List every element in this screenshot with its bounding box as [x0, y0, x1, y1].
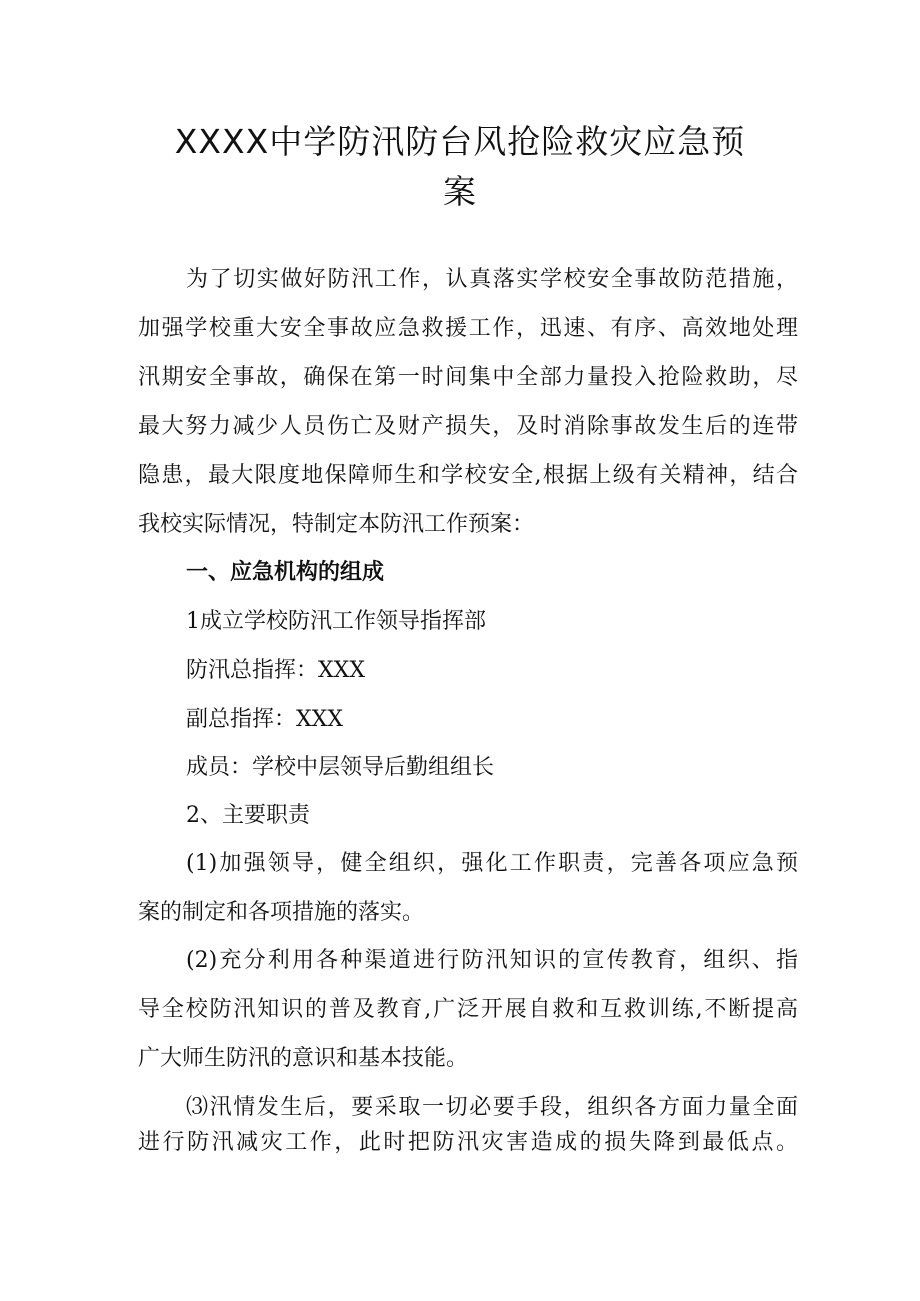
- item-2-title: 2、主要职责: [186, 803, 310, 828]
- duty-3-line-1: ⑶汛情发生后，要采取一切必要手段，组织各方面力量全面: [186, 1095, 798, 1120]
- duty-1-line-1: (1)加强领导，健全组织，强化工作职责，完善各项应急预: [186, 851, 798, 876]
- document-title-line-1: XXXX中学防汛防台风抢险救灾应急预: [174, 122, 746, 161]
- deputy-commander-line: 副总指挥：XXX: [186, 707, 343, 732]
- intro-line-2: 加强学校重大安全事故应急救援工作，迅速、有序、高效地处理: [138, 316, 798, 341]
- document-title-line-2: 案: [443, 172, 477, 211]
- section-1-heading: 一、应急机构的组成: [186, 560, 385, 585]
- duty-2-line-1: (2)充分利用各种渠道进行防汛知识的宣传教育，组织、指: [186, 948, 798, 973]
- duty-1-line-2: 案的制定和各项措施的落实。: [138, 900, 425, 925]
- duty-2-line-3: 广大师生防汛的意识和基本技能。: [138, 1046, 469, 1071]
- intro-line-1: 为了切实做好防汛工作，认真落实学校安全事故防范措施，: [186, 267, 798, 292]
- intro-line-6: 我校实际情况，特制定本防汛工作预案：: [138, 512, 535, 537]
- commander-line: 防汛总指挥：XXX: [186, 658, 365, 683]
- intro-line-5: 隐患，最大限度地保障师生和学校安全,根据上级有关精神，结合: [138, 463, 798, 488]
- duty-3-line-2: 进行防汛减灾工作，此时把防汛灾害造成的损失降到最低点。: [138, 1130, 798, 1155]
- intro-line-4: 最大努力减少人员伤亡及财产损失，及时消除事故发生后的连带: [138, 414, 798, 439]
- item-1-title: 1成立学校防汛工作领导指挥部: [186, 609, 486, 634]
- members-line: 成员：学校中层领导后勤组组长: [186, 755, 495, 780]
- duty-2-line-2: 导全校防汛知识的普及教育,广泛开展自救和互救训练,不断提高: [138, 997, 798, 1022]
- intro-line-3: 汛期安全事故，确保在第一时间集中全部力量投入抢险救助，尽: [138, 365, 798, 390]
